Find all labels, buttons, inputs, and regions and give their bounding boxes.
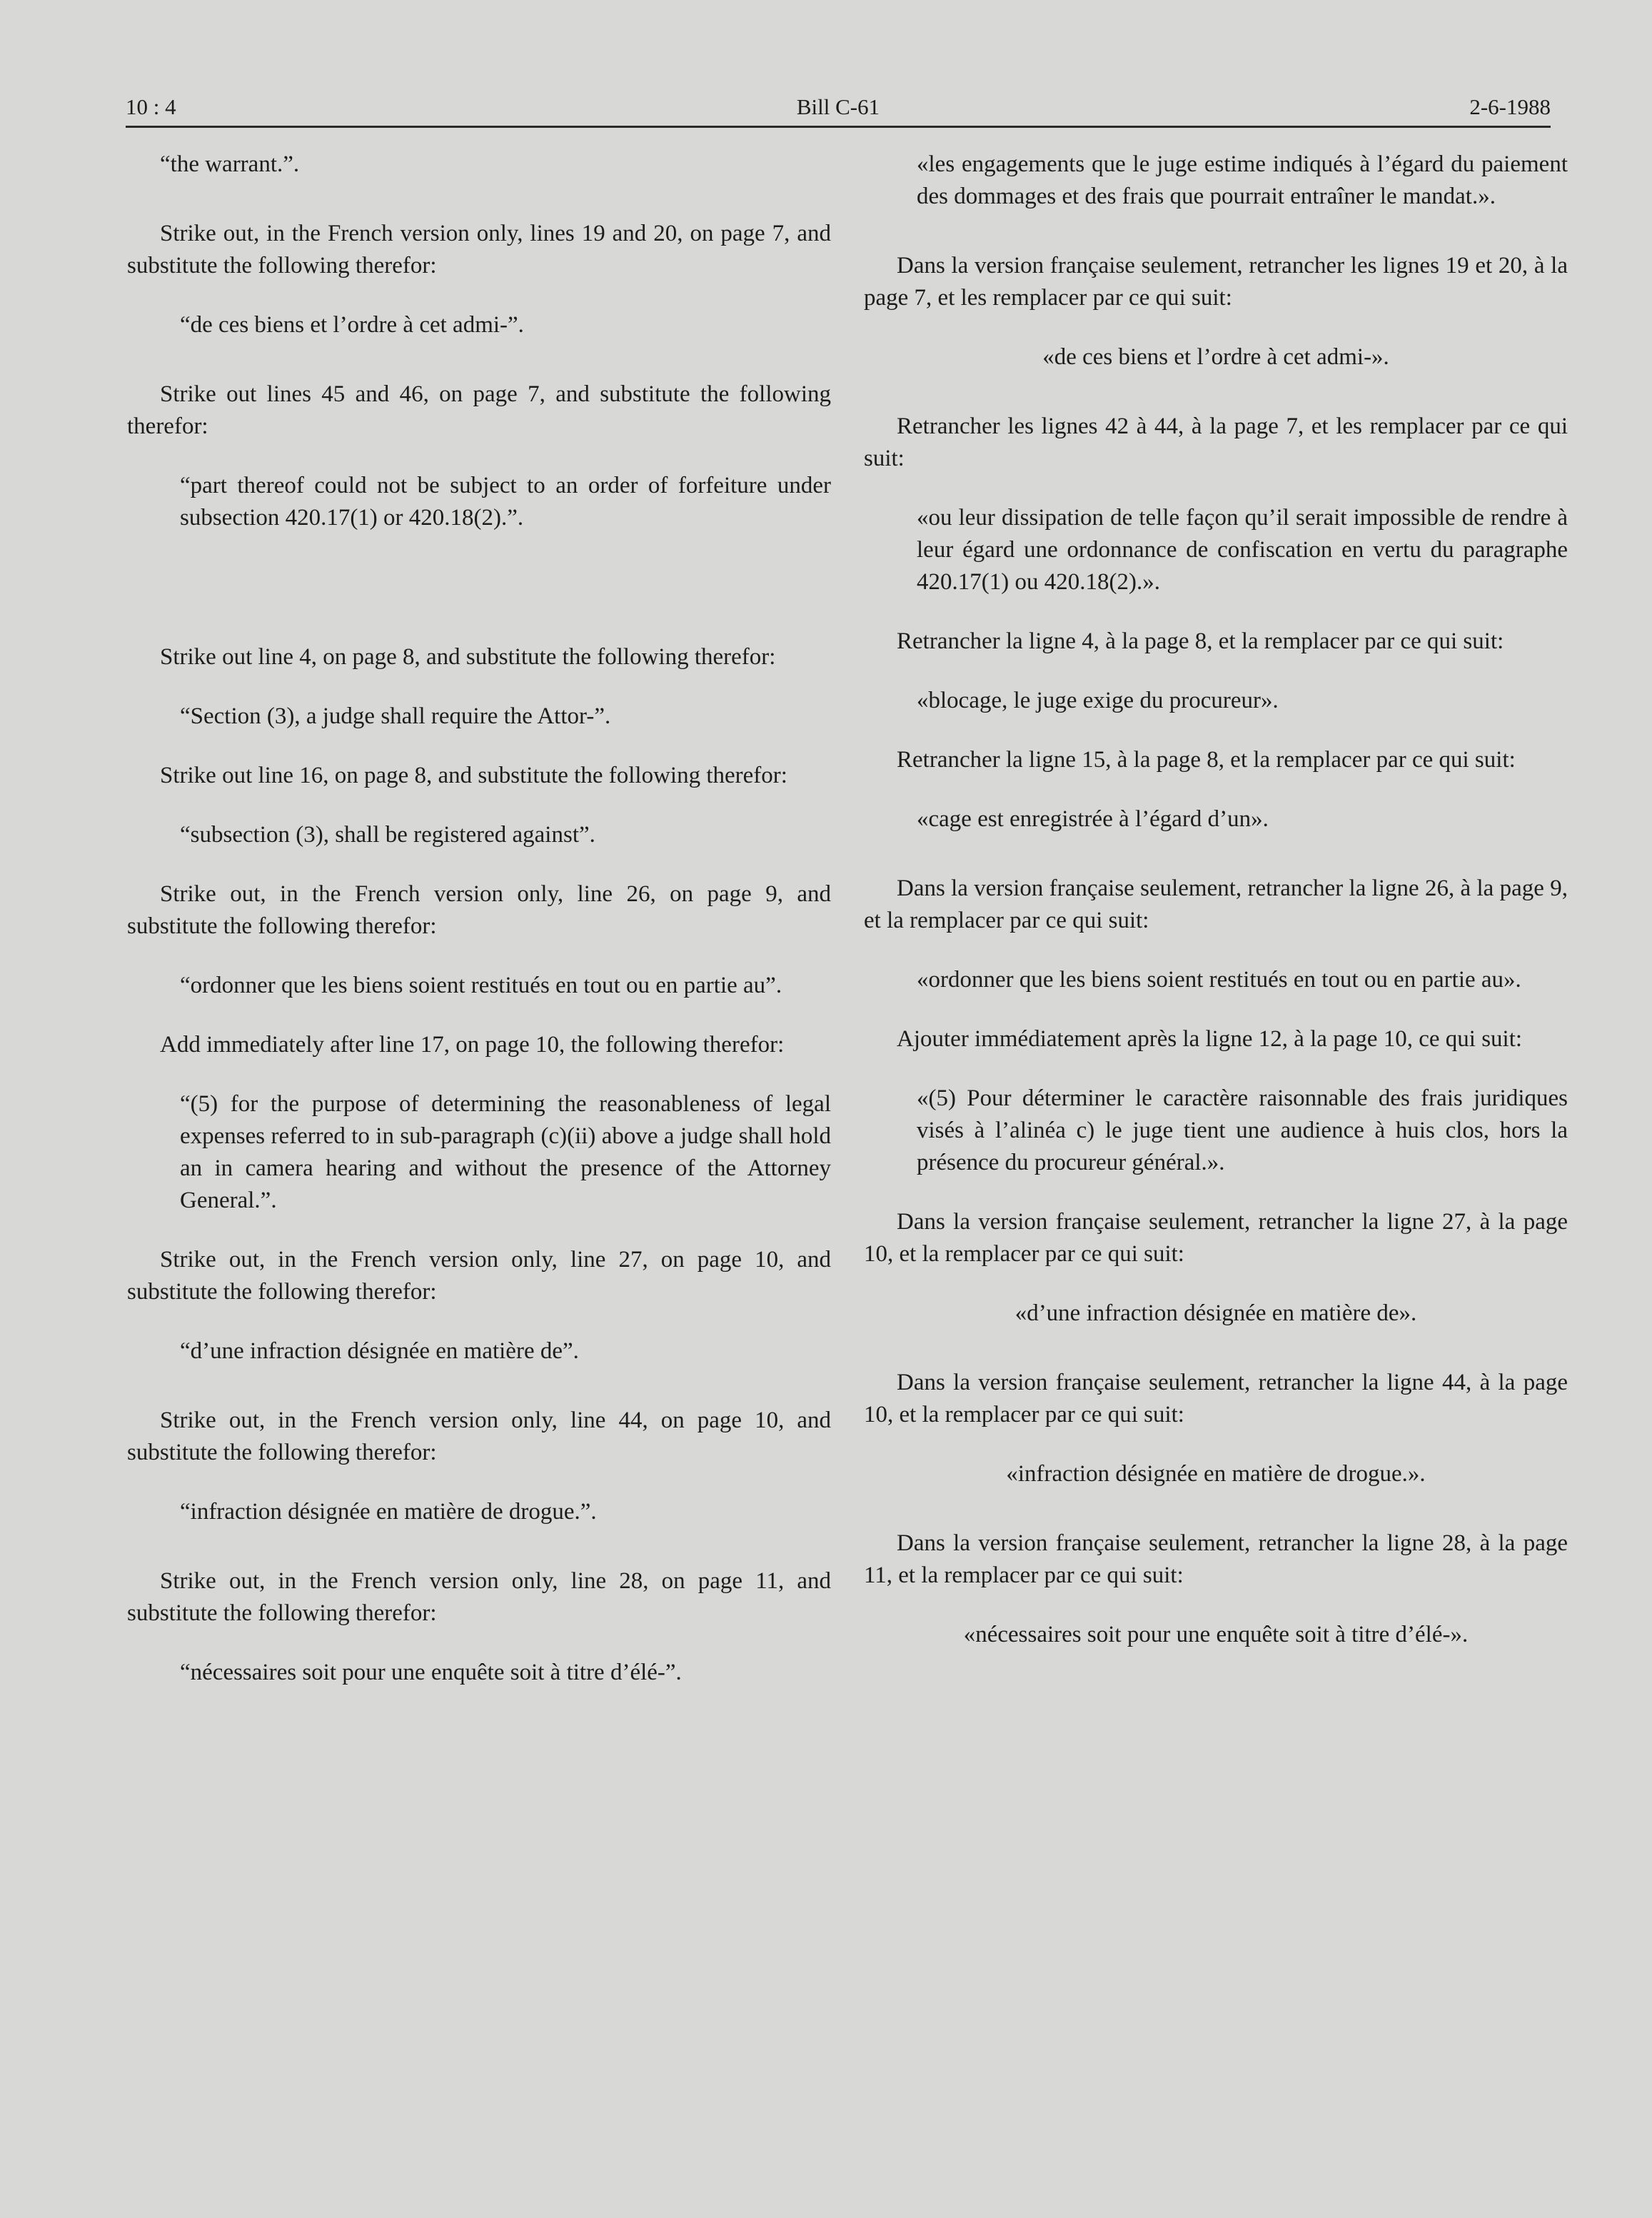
instruction: Strike out, in the French version only, line 26, on page 9, and substitute the following therefor: bbox=[127, 881, 831, 939]
bill-number: Bill C-61 bbox=[796, 94, 880, 119]
instruction: Strike out line 4, on page 8, and substitute the following therefor: bbox=[160, 644, 776, 670]
instruction: Dans la version française seulement, retrancher les lignes 19 et 20, à la page 7, et les remplacer par ce qui suit: bbox=[864, 253, 1568, 311]
quoted-text: «cage est enregistrée à l’égard d’un». bbox=[917, 806, 1269, 832]
instruction: Retrancher la ligne 4, à la page 8, et la remplacer par ce qui suit: bbox=[897, 628, 1504, 654]
instruction: Strike out, in the French version only, lines 19 and 20, on page 7, and substitute the following therefor: bbox=[127, 221, 831, 278]
instruction: Ajouter immédiatement après la ligne 12, à la page 10, ce qui suit: bbox=[897, 1026, 1523, 1052]
quoted-text: «d’une infraction désignée en matière de». bbox=[1014, 1300, 1417, 1326]
header-date: 2-6-1988 bbox=[1469, 94, 1551, 119]
quoted-text: «blocage, le juge exige du procureur». bbox=[917, 688, 1279, 713]
quoted-text: «(5) Pour déterminer le caractère raisonnable des frais juridiques visés à l’alinéa c) le juge tient une audience à huis clos, hors la présence du procureur général.». bbox=[917, 1085, 1568, 1175]
instruction: Strike out, in the French version only, line 44, on page 10, and substitute the following therefor: bbox=[127, 1407, 831, 1465]
quoted-text: «ordonner que les biens soient restitués en tout ou en partie au». bbox=[917, 967, 1521, 993]
quoted-text: “subsection (3), shall be registered against”. bbox=[180, 822, 595, 848]
quoted-text: “nécessaires soit pour une enquête soit à titre d’élé-”. bbox=[180, 1660, 682, 1685]
instruction: Strike out line 16, on page 8, and substitute the following therefor: bbox=[160, 763, 787, 788]
instruction: Retrancher la ligne 15, à la page 8, et la remplacer par ce qui suit: bbox=[897, 747, 1516, 773]
quoted-text: “ordonner que les biens soient restitués en tout ou en partie au”. bbox=[180, 973, 782, 998]
quoted-text: “d’une infraction désignée en matière de”. bbox=[180, 1338, 579, 1364]
quoted-text: “(5) for the purpose of determining the reasonableness of legal expenses referred to in sub-paragraph (c)(ii) above a judge shall hold an in camera hearing and without the presence of the Attorney General.”. bbox=[180, 1091, 831, 1213]
quoted-text: “part thereof could not be subject to an order of forfeiture under subsection 420.17(1) or 420.18(2).”. bbox=[180, 473, 831, 531]
instruction: Strike out lines 45 and 46, on page 7, and substitute the following therefor: bbox=[127, 381, 831, 439]
quoted-text: «ou leur dissipation de telle façon qu’il serait impossible de rendre à leur égard une ordonnance de confiscation en vertu du paragraphe 420.17(1) ou 420.18(2).». bbox=[917, 505, 1568, 595]
quoted-text: “infraction désignée en matière de drogue.”. bbox=[180, 1499, 597, 1525]
quoted-text: «nécessaires soit pour une enquête soit à titre d’élé-». bbox=[963, 1622, 1469, 1647]
page-number: 10 : 4 bbox=[126, 94, 176, 119]
quoted-text: “de ces biens et l’ordre à cet admi-”. bbox=[180, 312, 524, 338]
quoted-text: “Section (3), a judge shall require the Attor-”. bbox=[180, 703, 611, 729]
instruction: Dans la version française seulement, retrancher la ligne 44, à la page 10, et la remplacer par ce qui suit: bbox=[864, 1370, 1568, 1427]
quoted-text: «infraction désignée en matière de drogue.». bbox=[1006, 1461, 1426, 1487]
quoted-text: «les engagements que le juge estime indiqués à l’égard du paiement des dommages et des frais que pourrait entraîner le mandat.». bbox=[917, 151, 1568, 209]
quoted-text: «de ces biens et l’ordre à cet admi-». bbox=[1042, 344, 1389, 370]
english-column bbox=[127, 149, 831, 1716]
instruction: Add immediately after line 17, on page 10, the following therefor: bbox=[160, 1032, 785, 1058]
quoted-text: “the warrant.”. bbox=[160, 151, 300, 177]
instruction: Retrancher les lignes 42 à 44, à la page 7, et les remplacer par ce qui suit: bbox=[864, 413, 1568, 471]
instruction: Strike out, in the French version only, line 27, on page 10, and substitute the following therefor: bbox=[127, 1247, 831, 1305]
instruction: Dans la version française seulement, retrancher la ligne 26, à la page 9, et la remplacer par ce qui suit: bbox=[864, 875, 1568, 933]
header-rule bbox=[126, 126, 1551, 128]
instruction: Strike out, in the French version only, line 28, on page 11, and substitute the following therefor: bbox=[127, 1568, 831, 1626]
instruction: Dans la version française seulement, retrancher la ligne 28, à la page 11, et la remplacer par ce qui suit: bbox=[864, 1530, 1568, 1588]
french-column bbox=[864, 149, 1568, 1678]
instruction: Dans la version française seulement, retrancher la ligne 27, à la page 10, et la remplacer par ce qui suit: bbox=[864, 1209, 1568, 1267]
